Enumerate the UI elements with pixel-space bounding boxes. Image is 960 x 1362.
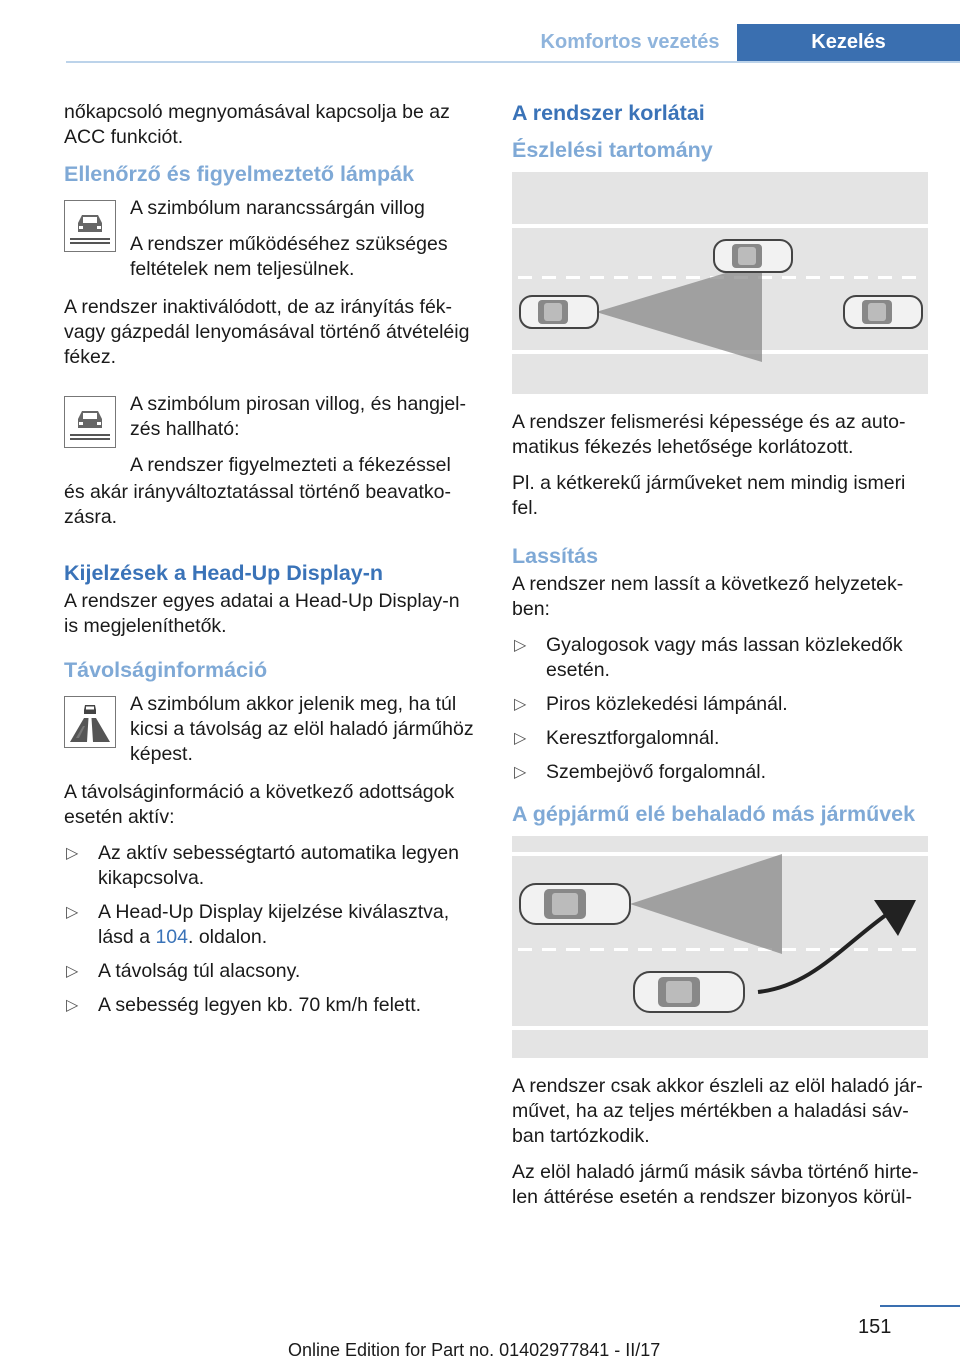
heading-deceleration: Lassítás (512, 544, 599, 568)
symbol2-text-1: A szimbólum pirosan villog, és hangjel- zés hallható: (130, 393, 466, 440)
triangle-bullet-icon: ▷ (514, 764, 527, 781)
heading-hud: Kijelzések a Head-Up Display-n (64, 561, 384, 585)
cut-in-illustration (512, 836, 928, 1058)
triangle-bullet-icon: ▷ (514, 637, 527, 654)
heading-system-limits: A rendszer korlátai (512, 101, 705, 125)
inactive-paragraph: A rendszer inaktiválódott, de az irányítás fék- vagy gázpedál lenyomásával történő átvételéig fékez. (64, 296, 470, 368)
list-item: ▷ Szembejövő forgalomnál. (514, 761, 767, 783)
left-column (64, 100, 478, 1027)
distance-warning-icon (64, 696, 116, 748)
page-link[interactable]: 104 (155, 926, 188, 948)
car-warning-icon (64, 200, 116, 252)
list-item: ▷ Az aktív sebességtartó automatika legyen kikapcsolva. (66, 842, 459, 889)
edition-note: Online Edition for Part no. 01402977841 - II/17 (288, 1340, 661, 1360)
cut-in-paragraph-2: Az elöl haladó jármű másik sávba történő hirte- len áttérése esetén a rendszer bizonyos körül- (512, 1161, 919, 1208)
symbol-row-red (64, 392, 478, 478)
header-chapter-tab[interactable]: Kezelés (737, 24, 960, 61)
symbol1-text-2: A rendszer működéséhez szükséges feltételek nem teljesülnek. (130, 233, 448, 280)
triangle-bullet-icon: ▷ (514, 696, 527, 713)
header-section-title: Komfortos vezetés (540, 31, 720, 53)
list-item: ▷ A Head-Up Display kijelzése kiválasztva, lásd a 104. oldalon. (66, 901, 450, 948)
symbol-row-orange (64, 196, 478, 293)
hud-paragraph: A rendszer egyes adatai a Head-Up Display-n is megjeleníthetők. (64, 590, 460, 637)
heading-cut-in-vehicles: A gépjármű elé behaladó más járművek (512, 802, 916, 826)
list-item: ▷ A sebesség legyen kb. 70 km/h felett. (66, 994, 422, 1016)
header-divider (66, 61, 960, 63)
right-column (512, 100, 930, 1221)
heading-distance-info: Távolságinformáció (64, 658, 268, 682)
triangle-bullet-icon: ▷ (66, 997, 79, 1014)
triangle-bullet-icon: ▷ (66, 845, 79, 862)
car-warning-icon (64, 396, 116, 448)
cut-in-paragraph-1: A rendszer csak akkor észleli az elöl haladó jár- művet, ha az teljes mértékben a haladási sáv- ban tartózkodik. (512, 1075, 923, 1147)
range-paragraph-1: A rendszer felismerési képessége és az auto- matikus fékezés lehetősége korlátozott. (512, 411, 906, 458)
symbol-row-distance (64, 692, 478, 778)
warning-continuation: és akár irányváltoztatással történő beavatko- zásra. (64, 481, 451, 528)
detection-range-illustration (512, 172, 928, 394)
symbol3-text: A szimbólum akkor jelenik meg, ha túl kicsi a távolság az elöl haladó járműhöz képest. (130, 693, 474, 765)
heading-indicator-lamps: Ellenőrző és figyelmeztető lámpák (64, 162, 415, 186)
triangle-bullet-icon: ▷ (514, 730, 527, 747)
triangle-bullet-icon: ▷ (66, 963, 79, 980)
triangle-bullet-icon: ▷ (66, 904, 79, 921)
range-paragraph-2: Pl. a kétkerekű járműveket nem mindig ismeri fel. (512, 472, 906, 519)
deceleration-paragraph: A rendszer nem lassít a következő helyzetek- ben: (512, 573, 904, 620)
symbol2-text-2: A rendszer figyelmezteti a fékezéssel (130, 454, 451, 476)
symbol1-text-1: A szimbólum narancssárgán villog (130, 197, 425, 219)
list-item: ▷ Piros közlekedési lámpánál. (514, 693, 788, 715)
distance-active-paragraph: A távolságinformáció a következő adottságok esetén aktív: (64, 781, 455, 828)
deceleration-list (512, 633, 930, 785)
footer-divider (880, 1305, 960, 1307)
page-number: 151 (858, 1316, 892, 1338)
list-item: ▷ Gyalogosok vagy más lassan közlekedők esetén. (514, 634, 903, 681)
heading-detection-range: Észlelési tartomány (512, 138, 713, 162)
list-item: ▷ A távolság túl alacsony. (66, 960, 301, 982)
distance-conditions-list (64, 841, 478, 1018)
intro-paragraph: nőkapcsoló megnyomásával kapcsolja be az ACC funkciót. (64, 101, 450, 148)
list-item: ▷ Keresztforgalomnál. (514, 727, 720, 749)
